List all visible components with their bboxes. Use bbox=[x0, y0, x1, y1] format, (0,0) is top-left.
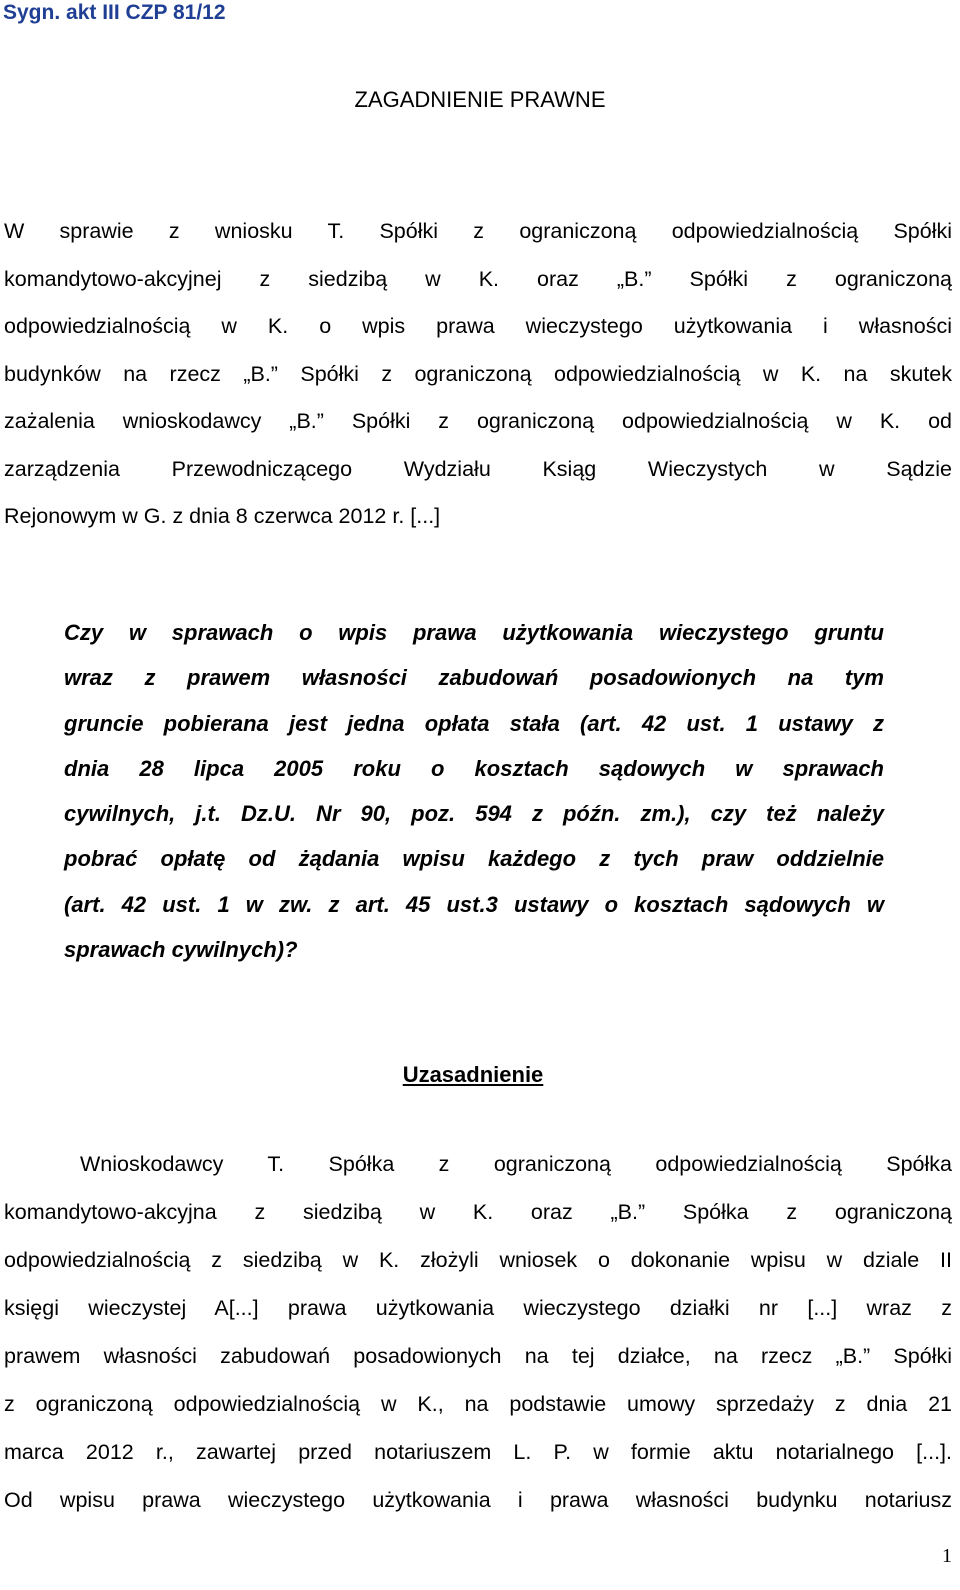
body-line: księgi wieczystej A[...] prawa użytkowania wieczystego działki nr [...] wraz z bbox=[4, 1296, 952, 1320]
body-line: Wnioskodawcy T. Spółka z ograniczoną odpowiedzialnością Spółka bbox=[80, 1152, 952, 1176]
body-line: prawem własności zabudowań posadowionych na tej działce, na rzecz „B.” Spółki bbox=[4, 1344, 952, 1368]
body-line: Od wpisu prawa wieczystego użytkowania i prawa własności budynku notariusz bbox=[4, 1488, 952, 1512]
question-line: pobrać opłatę od żądania wpisu każdego z tych praw oddzielnie bbox=[64, 846, 884, 872]
body-paragraph bbox=[4, 1140, 952, 1524]
intro-line: komandytowo-akcyjnej z siedzibą w K. oraz „B.” Spółki z ograniczoną bbox=[4, 266, 952, 291]
intro-line: budynków na rzecz „B.” Spółki z ograniczoną odpowiedzialnością w K. na skutek bbox=[4, 361, 952, 386]
question-line: gruncie pobierana jest jedna opłata stała (art. 42 ust. 1 ustawy z bbox=[64, 710, 884, 736]
case-signature: Sygn. akt III CZP 81/12 bbox=[3, 1, 226, 24]
intro-paragraph bbox=[4, 208, 952, 541]
question-line: sprawach cywilnych)? bbox=[64, 937, 298, 963]
page-number: 1 bbox=[942, 1545, 952, 1567]
body-line: z ograniczoną odpowiedzialnością w K., na podstawie umowy sprzedaży z dnia 21 bbox=[4, 1392, 952, 1416]
body-line: marca 2012 r., zawartej przed notariuszem L. P. w formie aktu notarialnego [...]. bbox=[4, 1440, 952, 1464]
question-line: dnia 28 lipca 2005 roku o kosztach sądowych w sprawach bbox=[64, 755, 884, 781]
body-line: komandytowo-akcyjna z siedzibą w K. oraz „B.” Spółka z ograniczoną bbox=[4, 1200, 952, 1224]
legal-question bbox=[64, 610, 884, 972]
question-line: Czy w sprawach o wpis prawa użytkowania wieczystego gruntu bbox=[64, 620, 884, 645]
intro-line: zażalenia wnioskodawcy „B.” Spółki z ograniczoną odpowiedzialnością w K. od bbox=[4, 409, 952, 433]
document-title: ZAGADNIENIE PRAWNE bbox=[354, 87, 606, 112]
intro-line: Rejonowym w G. z dnia 8 czerwca 2012 r. [...] bbox=[4, 504, 441, 528]
question-line: wraz z prawem własności zabudowań posadowionych na tym bbox=[64, 665, 884, 691]
section-heading: Uzasadnienie bbox=[402, 1062, 544, 1087]
intro-line: odpowiedzialnością w K. o wpis prawa wieczystego użytkowania i własności bbox=[4, 314, 952, 338]
intro-line: zarządzenia Przewodniczącego Wydziału Ksiąg Wieczystych w Sądzie bbox=[4, 456, 952, 481]
question-line: cywilnych, j.t. Dz.U. Nr 90, poz. 594 z późn. zm.), czy też należy bbox=[64, 801, 884, 827]
intro-line: W sprawie z wniosku T. Spółki z ograniczoną odpowiedzialnością Spółki bbox=[4, 219, 952, 243]
body-line: odpowiedzialnością z siedzibą w K. złożyli wniosek o dokonanie wpisu w dziale II bbox=[4, 1248, 952, 1272]
question-line: (art. 42 ust. 1 w zw. z art. 45 ust.3 ustawy o kosztach sądowych w bbox=[64, 891, 884, 917]
